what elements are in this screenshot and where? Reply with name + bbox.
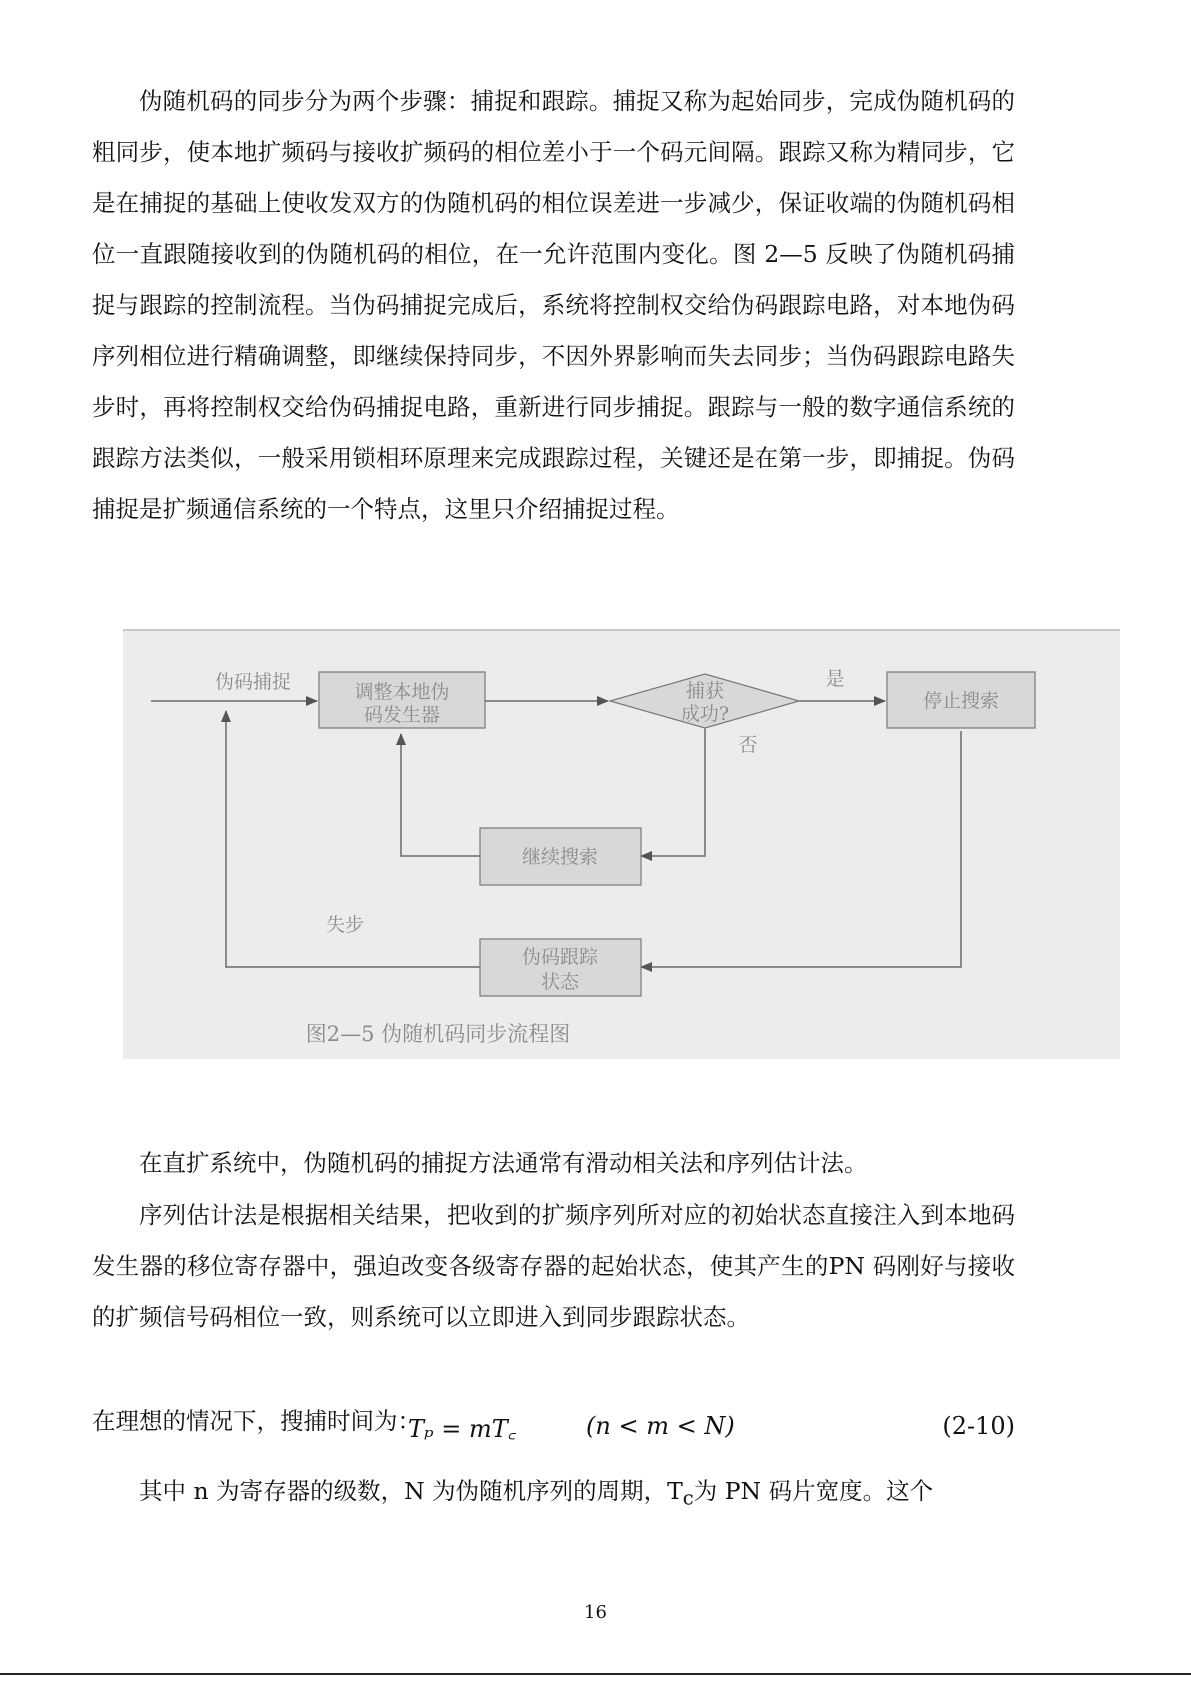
ideal-case-paragraph: 在理想的情况下，搜捕时间为： (92, 1407, 421, 1435)
definition-text-b: 为 PN 码片宽度。这个 (693, 1477, 934, 1505)
lost-sync-label: 失步 (325, 914, 365, 936)
page-number: 16 (584, 1602, 607, 1623)
adjust-label-line1: 调整本地伪 (354, 681, 450, 703)
yes-label: 是 (825, 668, 845, 690)
stop-search-label: 停止搜索 (922, 690, 1000, 712)
input-label: 伪码捕捉 (214, 671, 292, 693)
intro-paragraph: 伪随机码的同步分为两个步骤：捕捉和跟踪。捕捉又称为起始同步，完成伪随机码的粗同步，使本地扩频码与接收扩频码的相位差小于一个码元间隔。跟踪又称为精同步，它是在捕捉的基础上使收发双方的伪随机码的相位误差进一步减少，保证收端的伪随机码相位一直跟随接收到的伪随机码的相位，在一允许范围内变化。图 2—5 反映了伪随机码捕捉与跟踪的控制流程。当伪码捕捉完成后，系统将控制权交给伪码跟踪电路，对本地伪码序列相位进行精确调整，即继续保持同步，不因外界影响而失去同步；当伪码跟踪电路失步时，再将控制权交给伪码捕捉电路，重新进行同步捕捉。跟踪与一般的数字通信系统的跟踪方法类似，一般采用锁相环原理来完成跟踪过程，关键还是在第一步，即捕捉。伪码捕捉是扩频通信系统的一个特点，这里只介绍捕捉过程。 (92, 87, 1015, 523)
equation-2-10 (92, 1404, 1015, 1454)
definition-paragraph (92, 1466, 1015, 1524)
decision-label-line1: 捕获 (685, 680, 725, 702)
stop-to-tracking-path (641, 731, 961, 967)
chip-subscript: c (682, 1486, 694, 1510)
flowchart-diagram (123, 631, 1120, 1059)
decision-label-line2: 成功? (680, 703, 730, 725)
bottom-rule (0, 1673, 1191, 1675)
sync-flowchart-figure (123, 629, 1120, 1059)
continue-search-label: 继续搜索 (521, 846, 599, 868)
method-paragraph: 在直扩系统中，伪随机码的捕捉方法通常有滑动相关法和序列估计法。 (139, 1149, 868, 1177)
equation-condition: (n < m < N) (586, 1412, 735, 1440)
tracking-label-line1: 伪码跟踪 (521, 946, 599, 968)
no-path (641, 728, 705, 856)
tracking-label-line2: 状态 (540, 971, 580, 993)
definition-text-a: 其中 n 为寄存器的级数，N 为伪随机序列的周期，T (139, 1477, 683, 1505)
continue-feedback-path (401, 734, 480, 856)
no-label: 否 (738, 734, 758, 756)
sequence-estimation-paragraph: 序列估计法是根据相关结果，把收到的扩频序列所对应的初始状态直接注入到本地码发生器的移位寄存器中，强迫改变各级寄存器的起始状态，使其产生的PN 码刚好与接收的扩频信号码相位一致，则系统可以立即进入到同步跟踪状态。 (92, 1201, 1015, 1331)
equation-formula: Tₚ = mT꜀ (408, 1415, 517, 1443)
figure-caption: 图2—5 伪随机码同步流程图 (305, 1022, 571, 1046)
equation-number: (2-10) (942, 1412, 1015, 1440)
adjust-label-line2: 码发生器 (363, 704, 441, 726)
